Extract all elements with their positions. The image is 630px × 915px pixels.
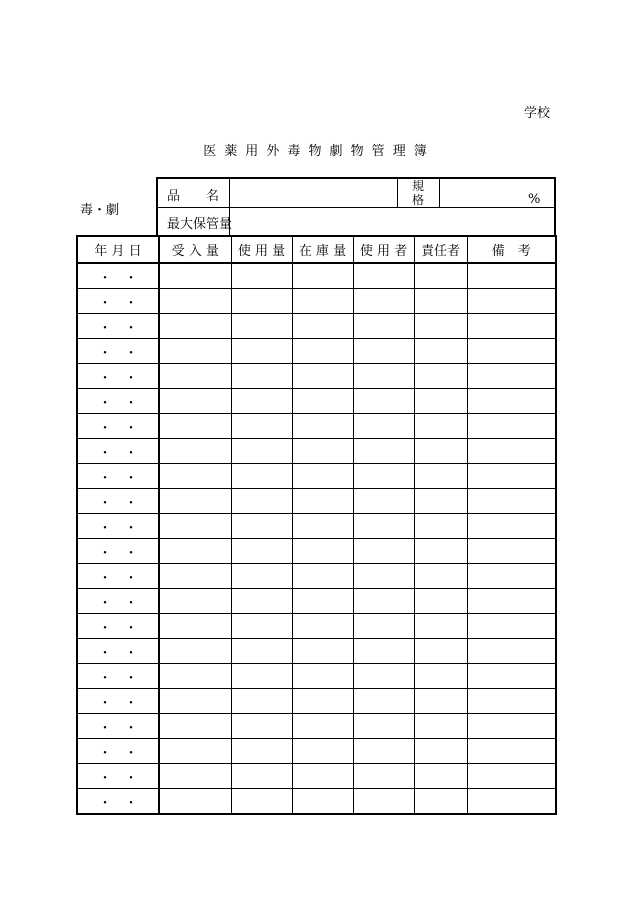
cell-stock[interactable] xyxy=(292,739,353,764)
table-row xyxy=(77,414,556,439)
item-name-field[interactable] xyxy=(234,185,394,203)
cell-remarks[interactable] xyxy=(467,664,556,689)
cell-date[interactable]: ・ ・ xyxy=(77,289,159,314)
table-row xyxy=(77,514,556,539)
cell-user[interactable] xyxy=(353,364,414,389)
table-row xyxy=(77,339,556,364)
cell-user[interactable] xyxy=(353,689,414,714)
cell-user[interactable] xyxy=(353,489,414,514)
table-row xyxy=(77,263,556,289)
cell-responsible[interactable] xyxy=(414,739,467,764)
cell-date[interactable]: ・ ・ xyxy=(77,263,159,289)
cell-responsible[interactable] xyxy=(414,289,467,314)
cell-used[interactable] xyxy=(231,514,292,539)
cell-received[interactable] xyxy=(159,589,231,614)
cell-responsible[interactable] xyxy=(414,263,467,289)
cell-user[interactable] xyxy=(353,789,414,815)
table-row xyxy=(77,639,556,664)
cell-remarks[interactable] xyxy=(467,539,556,564)
cell-stock[interactable] xyxy=(292,789,353,815)
cell-remarks[interactable] xyxy=(467,464,556,489)
cell-used[interactable] xyxy=(231,664,292,689)
table-row xyxy=(77,564,556,589)
cell-date[interactable]: ・ ・ xyxy=(77,489,159,514)
cell-responsible[interactable] xyxy=(414,489,467,514)
table-row xyxy=(77,614,556,639)
table-header-row xyxy=(77,236,556,263)
cell-used[interactable] xyxy=(231,639,292,664)
item-name-label: 品 名 xyxy=(167,189,220,204)
cell-received[interactable] xyxy=(159,339,231,364)
cell-responsible[interactable] xyxy=(414,389,467,414)
cell-user[interactable] xyxy=(353,714,414,739)
cell-stock[interactable] xyxy=(292,389,353,414)
table-row xyxy=(77,739,556,764)
cell-used[interactable] xyxy=(231,339,292,364)
cell-used[interactable] xyxy=(231,389,292,414)
cell-responsible[interactable] xyxy=(414,439,467,464)
cell-responsible[interactable] xyxy=(414,514,467,539)
col-header-responsible: 責任者 xyxy=(414,236,467,263)
col-header-remarks: 備 考 xyxy=(467,236,556,263)
cell-remarks[interactable] xyxy=(467,314,556,339)
cell-remarks[interactable] xyxy=(467,514,556,539)
cell-user[interactable] xyxy=(353,389,414,414)
cell-responsible[interactable] xyxy=(414,564,467,589)
cell-responsible[interactable] xyxy=(414,789,467,815)
spec-label: 規 格 xyxy=(411,179,424,207)
cell-responsible[interactable] xyxy=(414,714,467,739)
cell-user[interactable] xyxy=(353,739,414,764)
spec-unit: % xyxy=(528,192,541,207)
cell-responsible[interactable] xyxy=(414,339,467,364)
cell-responsible[interactable] xyxy=(414,464,467,489)
cell-date[interactable]: ・ ・ xyxy=(77,439,159,464)
cell-user[interactable] xyxy=(353,589,414,614)
cell-responsible[interactable] xyxy=(414,764,467,789)
table-row xyxy=(77,664,556,689)
cell-received[interactable] xyxy=(159,439,231,464)
cell-user[interactable] xyxy=(353,289,414,314)
table-row xyxy=(77,539,556,564)
table-row xyxy=(77,464,556,489)
cell-used[interactable] xyxy=(231,263,292,289)
cell-responsible[interactable] xyxy=(414,314,467,339)
table-row xyxy=(77,689,556,714)
cell-received[interactable] xyxy=(159,364,231,389)
cell-date[interactable]: ・ ・ xyxy=(77,639,159,664)
cell-date[interactable]: ・ ・ xyxy=(77,464,159,489)
cell-remarks[interactable] xyxy=(467,714,556,739)
cell-used[interactable] xyxy=(231,589,292,614)
cell-responsible[interactable] xyxy=(414,614,467,639)
cell-stock[interactable] xyxy=(292,614,353,639)
cell-received[interactable] xyxy=(159,289,231,314)
cell-responsible[interactable] xyxy=(414,664,467,689)
max-storage-label: 最大保管量 xyxy=(167,217,233,232)
cell-user[interactable] xyxy=(353,764,414,789)
cell-stock[interactable] xyxy=(292,439,353,464)
cell-date[interactable]: ・ ・ xyxy=(77,339,159,364)
cell-date[interactable]: ・ ・ xyxy=(77,414,159,439)
cell-responsible[interactable] xyxy=(414,364,467,389)
item-info-box xyxy=(156,177,556,235)
cell-received[interactable] xyxy=(159,414,231,439)
cell-date[interactable]: ・ ・ xyxy=(77,614,159,639)
cell-stock[interactable] xyxy=(292,414,353,439)
cell-used[interactable] xyxy=(231,414,292,439)
cell-stock[interactable] xyxy=(292,314,353,339)
cell-remarks[interactable] xyxy=(467,339,556,364)
cell-remarks[interactable] xyxy=(467,389,556,414)
cell-responsible[interactable] xyxy=(414,539,467,564)
cell-remarks[interactable] xyxy=(467,489,556,514)
col-header-used: 使 用 量 xyxy=(231,236,292,263)
cell-stock[interactable] xyxy=(292,489,353,514)
cell-received[interactable] xyxy=(159,739,231,764)
cell-received[interactable] xyxy=(159,464,231,489)
table-row xyxy=(77,439,556,464)
cell-received[interactable] xyxy=(159,314,231,339)
cell-remarks[interactable] xyxy=(467,789,556,815)
cell-used[interactable] xyxy=(231,314,292,339)
page-title: 医薬用外毒物劇物管理簿 xyxy=(203,144,435,159)
cell-responsible[interactable] xyxy=(414,689,467,714)
cell-date[interactable]: ・ ・ xyxy=(77,314,159,339)
cell-used[interactable] xyxy=(231,539,292,564)
cell-remarks[interactable] xyxy=(467,263,556,289)
cell-received[interactable] xyxy=(159,389,231,414)
cell-user[interactable] xyxy=(353,439,414,464)
cell-responsible[interactable] xyxy=(414,589,467,614)
cell-received[interactable] xyxy=(159,639,231,664)
table-row xyxy=(77,489,556,514)
cell-stock[interactable] xyxy=(292,639,353,664)
table-row xyxy=(77,389,556,414)
cell-used[interactable] xyxy=(231,764,292,789)
cell-used[interactable] xyxy=(231,289,292,314)
cell-received[interactable] xyxy=(159,263,231,289)
cell-user[interactable] xyxy=(353,614,414,639)
cell-received[interactable] xyxy=(159,689,231,714)
cell-received[interactable] xyxy=(159,564,231,589)
max-storage-field[interactable] xyxy=(234,213,544,231)
cell-stock[interactable] xyxy=(292,339,353,364)
table-row xyxy=(77,314,556,339)
cell-user[interactable] xyxy=(353,414,414,439)
cell-remarks[interactable] xyxy=(467,614,556,639)
management-table xyxy=(76,235,557,815)
cell-used[interactable] xyxy=(231,614,292,639)
cell-date[interactable]: ・ ・ xyxy=(77,689,159,714)
cell-used[interactable] xyxy=(231,489,292,514)
school-label: 学校 xyxy=(523,106,550,121)
cell-remarks[interactable] xyxy=(467,439,556,464)
cell-stock[interactable] xyxy=(292,263,353,289)
cell-date[interactable]: ・ ・ xyxy=(77,514,159,539)
cell-responsible[interactable] xyxy=(414,639,467,664)
cell-remarks[interactable] xyxy=(467,639,556,664)
cell-remarks[interactable] xyxy=(467,289,556,314)
cell-stock[interactable] xyxy=(292,539,353,564)
cell-date[interactable]: ・ ・ xyxy=(77,789,159,815)
category-label: 毒・劇 xyxy=(80,203,120,218)
cell-remarks[interactable] xyxy=(467,364,556,389)
cell-remarks[interactable] xyxy=(467,764,556,789)
cell-received[interactable] xyxy=(159,714,231,739)
cell-used[interactable] xyxy=(231,714,292,739)
cell-user[interactable] xyxy=(353,539,414,564)
table-row xyxy=(77,764,556,789)
cell-remarks[interactable] xyxy=(467,739,556,764)
cell-used[interactable] xyxy=(231,739,292,764)
cell-date[interactable]: ・ ・ xyxy=(77,664,159,689)
cell-user[interactable] xyxy=(353,664,414,689)
cell-date[interactable]: ・ ・ xyxy=(77,764,159,789)
cell-received[interactable] xyxy=(159,514,231,539)
cell-user[interactable] xyxy=(353,564,414,589)
cell-used[interactable] xyxy=(231,689,292,714)
cell-stock[interactable] xyxy=(292,364,353,389)
cell-used[interactable] xyxy=(231,364,292,389)
cell-date[interactable]: ・ ・ xyxy=(77,739,159,764)
cell-used[interactable] xyxy=(231,439,292,464)
cell-date[interactable]: ・ ・ xyxy=(77,364,159,389)
cell-stock[interactable] xyxy=(292,514,353,539)
cell-stock[interactable] xyxy=(292,689,353,714)
cell-received[interactable] xyxy=(159,489,231,514)
cell-date[interactable]: ・ ・ xyxy=(77,714,159,739)
col-header-received: 受 入 量 xyxy=(159,236,231,263)
cell-date[interactable]: ・ ・ xyxy=(77,564,159,589)
col-header-stock: 在 庫 量 xyxy=(292,236,353,263)
table-row xyxy=(77,589,556,614)
cell-used[interactable] xyxy=(231,564,292,589)
col-header-date: 年 月 日 xyxy=(77,236,159,263)
table-row xyxy=(77,789,556,815)
col-header-user: 使 用 者 xyxy=(353,236,414,263)
cell-used[interactable] xyxy=(231,464,292,489)
cell-received[interactable] xyxy=(159,664,231,689)
table-row xyxy=(77,714,556,739)
cell-date[interactable]: ・ ・ xyxy=(77,589,159,614)
cell-remarks[interactable] xyxy=(467,589,556,614)
cell-received[interactable] xyxy=(159,539,231,564)
cell-used[interactable] xyxy=(231,789,292,815)
cell-date[interactable]: ・ ・ xyxy=(77,389,159,414)
cell-user[interactable] xyxy=(353,339,414,364)
cell-received[interactable] xyxy=(159,789,231,815)
cell-stock[interactable] xyxy=(292,589,353,614)
cell-user[interactable] xyxy=(353,514,414,539)
cell-stock[interactable] xyxy=(292,714,353,739)
cell-received[interactable] xyxy=(159,614,231,639)
table-row xyxy=(77,364,556,389)
cell-user[interactable] xyxy=(353,639,414,664)
cell-user[interactable] xyxy=(353,314,414,339)
table-row xyxy=(77,289,556,314)
cell-stock[interactable] xyxy=(292,564,353,589)
cell-remarks[interactable] xyxy=(467,414,556,439)
cell-remarks[interactable] xyxy=(467,689,556,714)
cell-user[interactable] xyxy=(353,464,414,489)
cell-stock[interactable] xyxy=(292,764,353,789)
cell-stock[interactable] xyxy=(292,664,353,689)
cell-stock[interactable] xyxy=(292,464,353,489)
cell-remarks[interactable] xyxy=(467,564,556,589)
cell-responsible[interactable] xyxy=(414,414,467,439)
cell-date[interactable]: ・ ・ xyxy=(77,539,159,564)
cell-user[interactable] xyxy=(353,263,414,289)
cell-stock[interactable] xyxy=(292,289,353,314)
cell-received[interactable] xyxy=(159,764,231,789)
